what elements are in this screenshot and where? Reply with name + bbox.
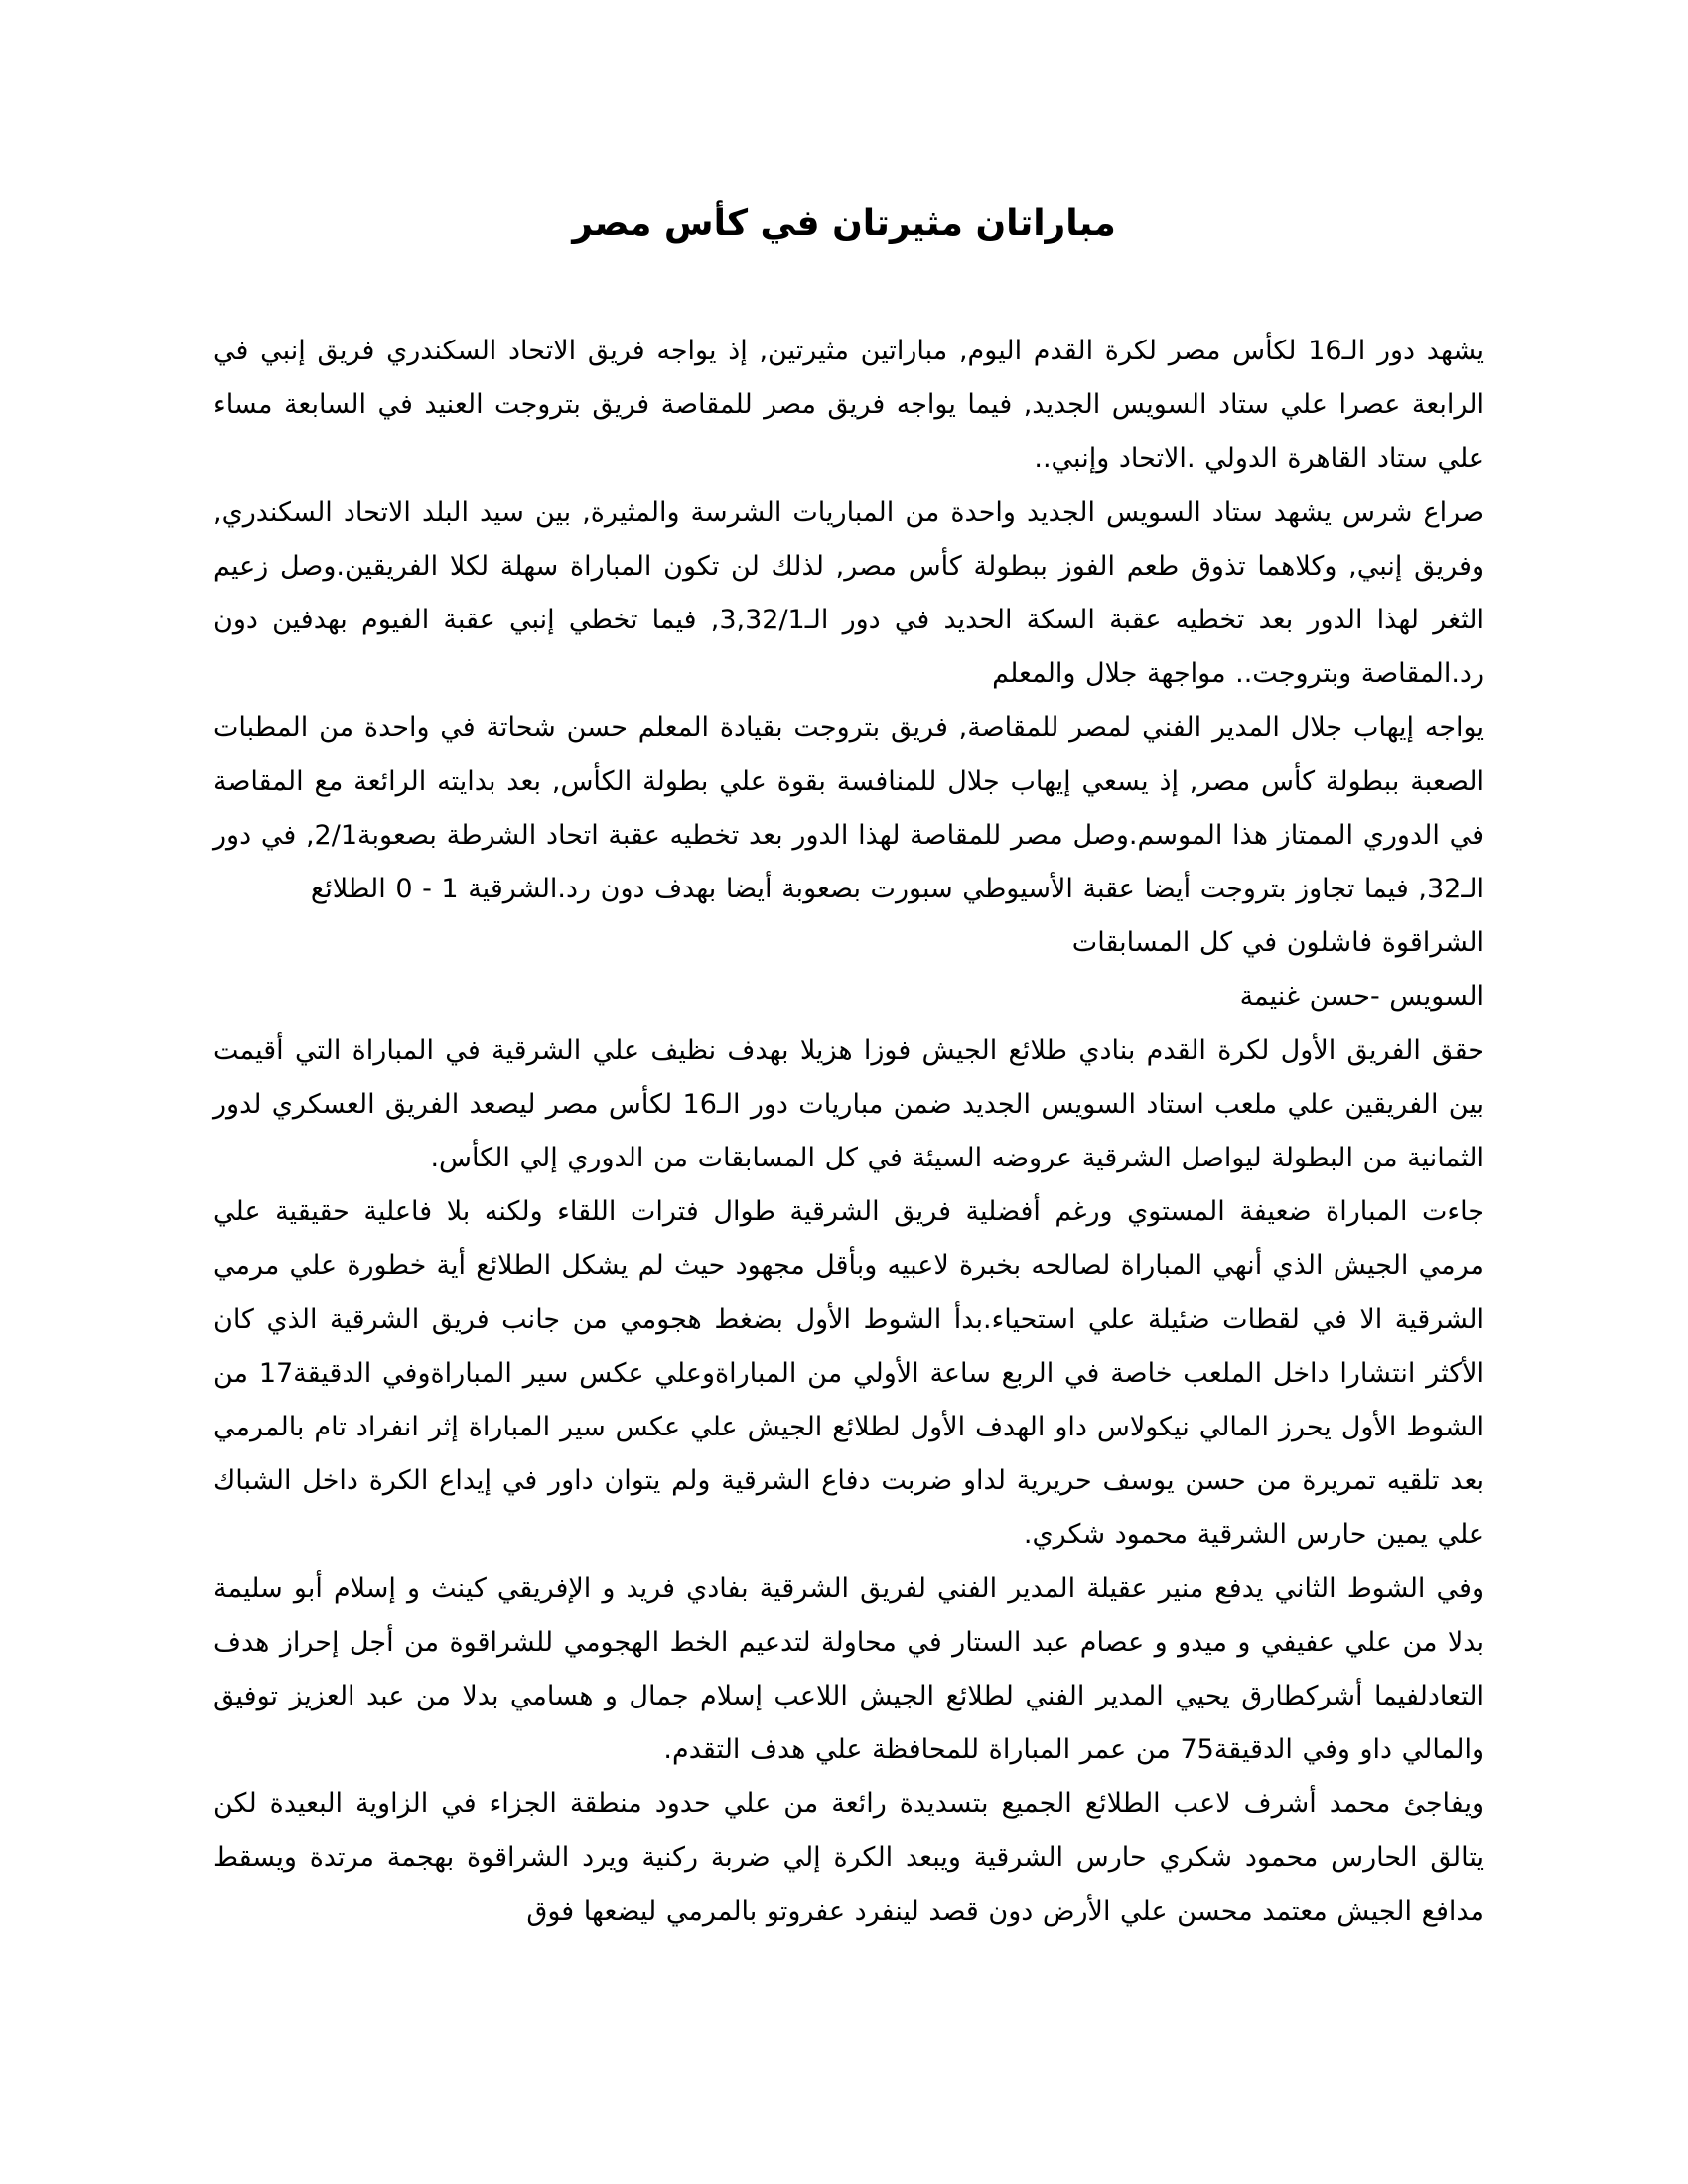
paragraph-intro: يشهد دور الـ16 لكأس مصر لكرة القدم اليوم, مباراتين مثيرتين, إذ يواجه فريق الاتحاد السكندري فريق إنبي في الرابعة عصرا علي ستاد السويس الجديد, فيما يواجه فريق مصر للمقاصة فريق بتروجت العنيد في السابعة مساء علي ستاد القاهرة الدولي .الاتحاد وإنبي.. [213, 336, 1484, 475]
paragraph-ittihad-enppi: صراع شرس يشهد ستاد السويس الجديد واحدة من المباريات الشرسة والمثيرة, بين سيد البلد الاتحاد السكندري, وفريق إنبي, وكلاهما تذوق طعم الفوز ببطولة كأس مصر, لذلك لن تكون المباراة سهلة لكلا الفريقين.وصل زعيم الثغر لهذا الدور بعد تخطيه عقبة السكة الحديد في دور الـ3,32/1, فيما تخطي إنبي عقبة الفيوم بهدفين دون رد.المقاصة وبتروجت.. مواجهة جلال والمعلم [213, 496, 1484, 690]
paragraph-maqassa-petrojet: يواجه إيهاب جلال المدير الفني لمصر للمقاصة, فريق بتروجت بقيادة المعلم حسن شحاتة في واحدة من المطبات الصعبة ببطولة كأس مصر, إذ يسعي إيهاب جلال للمنافسة بقوة علي بطولة الكأس, بعد بدايته الرائعة مع المقاصة في الدوري الممتاز هذا الموسم.وصل مصر للمقاصة لهذا الدور بعد تخطيه عقبة اتحاد الشرطة بصعوبة2/1, في دور الـ32, فيما تجاوز بتروجت أيضا عقبة الأسيوطي سبورت بصعوبة أيضا بهدف دون رد.الشرقية 1 - 0 الطلائع [213, 712, 1484, 905]
paragraph-second-half: وفي الشوط الثاني يدفع منير عقيلة المدير الفني لفريق الشرقية بفادي فريد و الإفريقي كينث و إسلام أبو سليمة بدلا من علي عفيفي و ميدو و عصام عبد الستار في محاولة لتدعيم الخط الهجومي للشراقوة من أجل إحراز هدف التعادلفيما أشركطارق يحيي المدير الفني لطلائع الجيش اللاعب إسلام جمال و هسامي بدلا من عبد العزيز توفيق والمالي داو وفي الدقيقة75 من عمر المباراة للمحافظة علي هدف التقدم. [213, 1572, 1484, 1766]
article-body [213, 325, 1484, 1939]
paragraph-late-chances: ويفاجئ محمد أشرف لاعب الطلائع الجميع بتسديدة رائعة من علي حدود منطقة الجزاء في الزاوية البعيدة لكن يتالق الحارس محمود شكري حارس الشرقية ويبعد الكرة إلي ضربة ركنية ويرد الشراقوة بهجمة مرتدة ويسقط مدافع الجيش معتمد محسن علي الأرض دون قصد لينفرد عفروتو بالمرمي ليضعها فوق [213, 1788, 1484, 1927]
paragraph-byline: السويس -حسن غنيمة [1239, 981, 1484, 1013]
paragraph-subheadline: الشراقوة فاشلون في كل المسابقات [1071, 927, 1484, 959]
paragraph-match-result: حقق الفريق الأول لكرة القدم بنادي طلائع الجيش فوزا هزيلا بهدف نظيف علي الشرقية في المباراة التي أقيمت بين الفريقين علي ملعب استاد السويس الجديد ضمن مباريات دور الـ16 لكأس مصر ليصعد الفريق العسكري لدور الثمانية من البطولة ليواصل الشرقية عروضه السيئة في كل المسابقات من الدوري إلي الكأس. [213, 1034, 1484, 1174]
paragraph-first-half: جاءت المباراة ضعيفة المستوي ورغم أفضلية فريق الشرقية طوال فترات اللقاء ولكنه بلا فاعلية حقيقية علي مرمي الجيش الذي أنهي المباراة لصالحه بخبرة لاعبيه وبأقل مجهود حيث لم يشكل الطلائع أية خطورة علي مرمي الشرقية الا في لقطات ضئيلة علي استحياء.بدأ الشوط الأول بضغط هجومي من جانب فريق الشرقية الذي كان الأكثر انتشارا داخل الملعب خاصة في الربع ساعة الأولي من المباراةوعلي عكس سير المباراةوفي الدقيقة17 من الشوط الأول يحرز المالي نيكولاس داو الهدف الأول لطلائع الجيش علي عكس سير المباراة إثر انفراد تام بالمرمي بعد تلقيه تمريرة من حسن يوسف حريرية لداو ضربت دفاع الشرقية ولم يتوان داور في إيداع الكرة داخل الشباك علي يمين حارس الشرقية محمود شكري. [213, 1196, 1484, 1551]
article-title: مباراتان مثيرتان في كأس مصر [572, 204, 1116, 244]
